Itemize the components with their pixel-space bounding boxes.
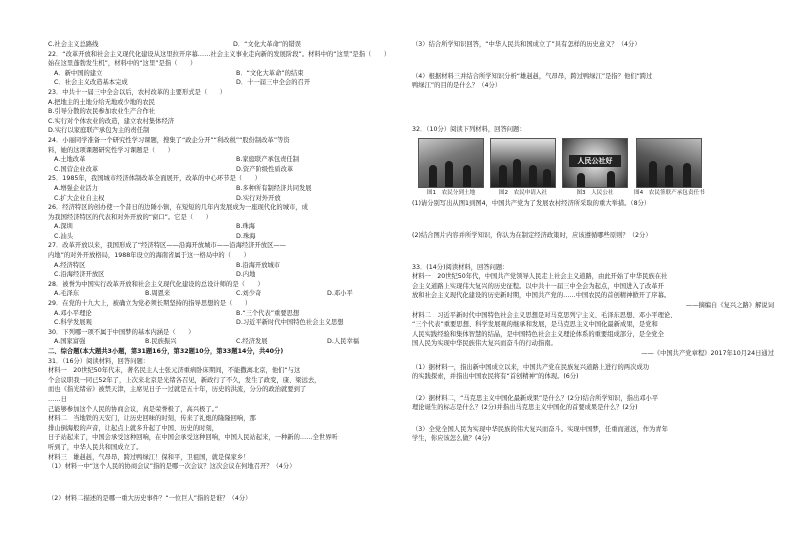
option-b: B.多种所有制经济共同发展 <box>236 184 312 192</box>
option-a: A.土地改革 <box>54 156 86 164</box>
question-32 <box>412 125 782 263</box>
option-d: D.邓小平 <box>327 290 353 298</box>
poster-banner: 人民公社好 <box>569 155 621 167</box>
material-line: 放和社会主义现代化建设的历史新时期，中国共产党的……中国农民的首创精神掀开了序幕。 <box>412 292 671 300</box>
photo-image <box>418 138 484 188</box>
option-a: A．新中国的建立 <box>54 69 103 77</box>
q21-options <box>48 40 418 50</box>
option-d: D.实行对外开放 <box>236 194 281 202</box>
question-27 <box>48 241 418 279</box>
question-stem: 23．中共十一届三中全会以后，农村改革的主要形式是（ ） <box>48 88 227 96</box>
question-29 <box>48 299 418 328</box>
option-d: D.人民幸福 <box>327 338 360 346</box>
question-stem: 为我国经济特区的代表和对外开放的“窗口”。它是（ ） <box>48 213 212 221</box>
option-d: D.实行以家庭联产承包为主的责任制 <box>48 127 150 135</box>
question-stem: 28．被誉为中国实行改革开放和社会主义现代化建设的总设计师的是（ ） <box>48 280 264 288</box>
material-line: ……日 <box>48 395 67 403</box>
sub-question: （3）结合所学知识回答，“中华人民共和国成立了”具有怎样的历史意义？（4分） <box>412 41 641 48</box>
option-d: D.珠海 <box>236 232 256 240</box>
material-line: 日子站起来了，中国会承受这种回响，在中国会承受这种回响，中国人民站起来，一种新的……全世界听 <box>48 434 338 442</box>
option-b: B.家庭联产承包责任制 <box>236 156 299 164</box>
question-28 <box>48 280 418 299</box>
material-source: ——《中国共产党章程》2017年10月24日通过 <box>641 349 774 357</box>
question-stem: 内地”的对外开放格局，1988年设立的海南省属于这一格局中的（ ） <box>48 252 250 260</box>
question-stem: 33．(14分)阅读材料，回答问题： <box>412 263 509 271</box>
photo-3 <box>562 138 628 197</box>
photo-row <box>418 138 782 197</box>
photo-caption: 图2 农民申请入社 <box>498 190 548 197</box>
sub-question: (2)结合图片内容并所学知识，你认为在制定经济政策时，应该遵循哪些原则？（2分） <box>412 231 652 239</box>
question-26 <box>48 203 418 241</box>
material-line: 材料一 20世纪50年代，中国共产党领导人民走上社会主义道路，由此开始了中华民族在社 <box>412 273 668 281</box>
right-column <box>412 40 782 444</box>
photo-caption: 图4 农民签联产承包责任书 <box>634 190 705 197</box>
option-a: A.国家富强 <box>54 338 86 346</box>
material-line: 材料一 20世纪50年代末，著名民主人士张元济重病卧床期间，不能撒离北京，他们“与这 <box>48 367 301 375</box>
option-c: C.实行对个体农业的改造，建立农村集体经济 <box>48 117 175 125</box>
material-line: 而也《指光绪帝》被禁天津，主席见日子一过就是五十年，历史的洪流，分分的政治就要到了 <box>48 386 307 394</box>
photo-2 <box>490 138 556 197</box>
material-line: 会主义道路上实现伟大复兴的历史征程。以中共十一届三中全会为起点，中国进入了改革开 <box>412 282 664 290</box>
question-stem: 始在这里蓬勃发生机”，材料中的“这里”是指（ ） <box>48 60 197 68</box>
sub-question: （2）据材料二，“马克思主义中国化最新成果”是什么？(2分)结合所学知识，指出邓小平 <box>412 394 659 402</box>
sub-question: 学生，你应该怎么做？(4分) <box>412 435 491 443</box>
option-b: B．“文化大革命”的结束 <box>236 69 304 77</box>
option-c: C.沿海经济开放区 <box>54 271 105 279</box>
option-a: A.经济特区 <box>54 261 86 269</box>
sub-question: （4）根据材料三并结合所学知识分析“雄赳赳，气昂昂，跨过鸭绿江”是指？他们“跨过 <box>412 72 653 80</box>
question-stem: 27．改革开放以来，我国形成了“经济特区——沿海开放城市——沿海经济开放区—— <box>48 242 286 250</box>
left-column <box>48 40 418 503</box>
option-c: C.经济发展 <box>236 338 268 346</box>
sub-question: （1）据材料一，指出新中国成立以来，中国共产党在民族复兴道路上进行的两次成功 <box>412 363 649 371</box>
photo-1 <box>418 138 484 197</box>
question-33 <box>412 263 782 445</box>
option-a: A.深圳 <box>54 223 73 231</box>
material-line: 己能够参加这个人民的协商会议，真是荣誉极了，高兴极了。” <box>48 405 219 413</box>
question-stem: 32．（10分）阅读下列材料，回答问题： <box>412 125 526 133</box>
photo-image <box>490 138 556 188</box>
question-stem: 22．“改革开放和社会主义现代化建设从这里拉开序幕……社会主义事业走向新的发展阶段”。材料中的“这里”是指（ ） <box>48 50 391 58</box>
question-30 <box>48 328 418 347</box>
question-23 <box>48 88 418 136</box>
sub-question: （3）全党全国人民为实现中华民族的伟大复兴而奋斗。实现中国梦，任重而道远，作为青年 <box>412 425 668 433</box>
question-stem: 24．小丽同学准备一个研究性学习课题，搜集了“政企分开”“利改税”“股份制改革”等资 <box>48 136 290 144</box>
material-source: ——摘编自《复兴之路》解说词 <box>685 301 774 309</box>
material-line: 材料二 当地铁的天安门，让历史回味的时刻，传来了礼炮的隆隆回响，那 <box>48 415 256 423</box>
option-a: A.增强企业活力 <box>54 184 98 192</box>
option-d: D.内地 <box>236 271 256 279</box>
question-25 <box>48 174 418 203</box>
sub-question: 的实践探索，并指出中国农民将有“首创精神”的体现。(6分) <box>412 373 579 381</box>
option-c: C.扩大企业自主权 <box>54 194 105 202</box>
question-stem: 31．（16分）阅读材料，回答问题： <box>48 357 150 365</box>
photo-caption: 图3 人民公社 <box>576 190 614 197</box>
question-stem: 29．在党的十九大上，被确立为党必须长期坚持的指导思想的是（ ） <box>48 300 252 308</box>
option-b: B.珠海 <box>236 223 255 231</box>
question-stem: 26．经济特区的创办使一个昔日的边陲小镇，在短短的几年内发展成为一座现代化的城市，成 <box>48 204 308 212</box>
material-line: 排山倒海般的声音，让起点上就多升起了中国、历史的时刻， <box>48 424 219 432</box>
photo-image <box>562 138 628 188</box>
question-stem: 30．下列哪一项不属于中国梦的基本内涵是（ ） <box>48 328 195 336</box>
question-22 <box>48 50 418 88</box>
option-c: C.科学发展观 <box>54 319 92 327</box>
sub-question: （1）材料一中“这个人民的协商会议”指的是哪一次会议？这次会议在何地召开？（4分） <box>48 463 296 471</box>
question-24 <box>48 136 418 174</box>
section-heading: 二、综合题(本大题共3小题，第31题16分，第32题10分，第33题14分，共40分) <box>48 348 284 355</box>
photo-caption: 图1 农民分到土地 <box>426 190 476 197</box>
material-line: 国人民为实现中华民族伟大复兴而奋斗的行动指南。 <box>412 340 557 348</box>
sub-question: (1)请分别写出从图1到图4，中国共产党为了发展农村经济所采取的重大举措。（8分） <box>412 200 651 208</box>
material-line: 材料三 雄赳赳，气昂昂，跨过鸭绿江！保和平，卫祖国，就是保家乡！ <box>48 453 250 461</box>
option-d: D．“文化大革命”的错误 <box>233 41 302 48</box>
option-a: A.毛泽东 <box>54 290 80 298</box>
option-b: B.引导分散的农民参加农业生产合作社 <box>48 108 156 116</box>
sub-question: （2）材料二描述的是哪一重大历史事件？“一位巨人”指的是谁？（4分） <box>48 494 252 502</box>
option-c: C.社会主义总路线 <box>48 41 99 48</box>
option-a: A.把地主的土地分给无地或少地的农民 <box>48 98 155 106</box>
option-a: A.邓小平理论 <box>54 309 92 317</box>
option-c: C.汕头 <box>54 232 73 240</box>
option-d: D.资产阶级性质改革 <box>236 165 294 173</box>
option-d: D.习近平新时代中国特色社会主义思想 <box>236 319 344 327</box>
option-c: C．社会主义改造基本完成 <box>54 79 128 87</box>
option-b: B.“三个代表”重要思想 <box>236 309 300 317</box>
material-line: 听到了，中华人民共和国成立了。 <box>48 443 143 451</box>
photo-image <box>636 138 702 188</box>
option-d: D．十一届三中全会的召开 <box>236 79 311 87</box>
material-line: 材料二 习近平新时代中国特色社会主义思想是对马克思列宁主义、毛泽东思想、邓小平理论、 <box>412 311 677 319</box>
option-c: C.国营企业改革 <box>54 165 99 173</box>
option-b: B.沿海开放城市 <box>236 261 281 269</box>
material-line: 人民实践经验和集体智慧的结晶，是中国特色社会主义理论体系的重要组成部分，是全党全 <box>412 330 664 338</box>
sub-question: 鸭绿江”的目的是什么？（4分） <box>412 82 502 90</box>
material-line: 个会议职我一同已52年了，上次来北京是光绪各召见，新政行了不久，发生了政变，康、梁远去， <box>48 376 321 384</box>
question-31 <box>48 357 418 504</box>
option-b: B.周恩来 <box>145 290 171 298</box>
photo-4 <box>634 138 705 197</box>
option-b: B.民族振兴 <box>145 338 177 346</box>
option-c: C.刘少奇 <box>236 290 262 298</box>
question-stem: 25．1985年，我国城市经济体制改革全面展开，改革的中心环节是（ ） <box>48 175 261 183</box>
material-line: “三个代表”重要思想、科学发展观的继承和发展，是马克思主义中国化最新成果，是党和 <box>412 321 658 329</box>
question-stem: 料，她的这项课题研究性学习课题是（ ） <box>48 146 174 154</box>
sub-question: 理论诞生的标志是什么？(2分)并指出马克思主义中国化的首要成果是什么？(2分) <box>412 404 638 412</box>
